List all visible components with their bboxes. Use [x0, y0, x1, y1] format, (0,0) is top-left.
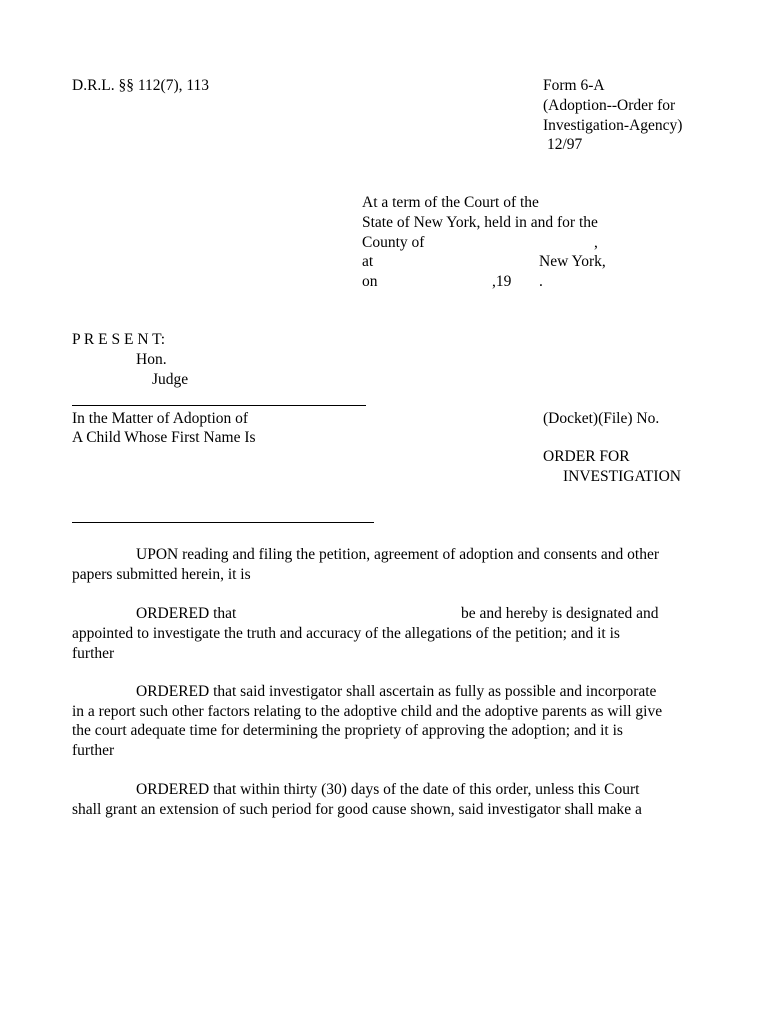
paragraph-upon-reading — [72, 545, 702, 584]
p3-line4: further — [72, 741, 115, 759]
docket-label: (Docket)(File) No. — [543, 410, 660, 427]
form-title-line1: (Adoption--Order for — [543, 97, 676, 114]
p4-line2: shall grant an extension of such period for good cause shown, said investigator shall make a — [72, 800, 642, 818]
on-label: on — [362, 273, 378, 290]
form-date: 12/97 — [547, 136, 583, 153]
date-period: . — [539, 273, 543, 290]
p3-line3: the court adequate time for determining the propriety of approving the adoption; and it is — [72, 722, 623, 739]
paragraph-ordered-ascertain — [72, 682, 702, 760]
hon-label: Hon. — [136, 351, 167, 368]
county-label: County of — [362, 234, 425, 251]
at-label: at — [362, 253, 374, 270]
present-label: P R E S E N T: — [72, 331, 166, 348]
judge-label: Judge — [152, 371, 189, 388]
p2-line2: appointed to investigate the truth and accuracy of the allegations of the petition; and it is — [72, 625, 620, 642]
matter-line2: A Child Whose First Name Is — [72, 429, 256, 446]
county-comma: , — [594, 234, 598, 251]
caption-top-rule — [72, 405, 366, 406]
order-title-line2: INVESTIGATION — [563, 468, 681, 485]
p3-line1: ORDERED that said investigator shall ascertain as fully as possible and incorporate — [136, 683, 657, 700]
p3-line2: in a report such other factors relating to the adoptive child and the adoptive parents as will give — [72, 702, 663, 720]
matter-line1: In the Matter of Adoption of — [72, 410, 249, 427]
caption-bottom-rule — [72, 522, 374, 523]
paragraph-ordered-thirty-days — [72, 780, 702, 819]
p2-end: be and hereby is designated and — [461, 605, 659, 622]
statute-reference: D.R.L. §§ 112(7), 113 — [72, 77, 210, 94]
form-number: Form 6-A — [543, 77, 605, 94]
order-title-line1: ORDER FOR — [543, 448, 630, 465]
p2-line3: further — [72, 644, 115, 662]
form-title-line2: Investigation-Agency) — [543, 117, 683, 134]
p2-start: ORDERED that — [136, 605, 237, 622]
p1-line2: papers submitted herein, it is — [72, 565, 251, 583]
paragraph-ordered-appointed — [72, 624, 702, 663]
p1-line1: UPON reading and filing the petition, agreement of adoption and consents and other — [136, 546, 659, 563]
year-prefix: ,19 — [492, 273, 512, 290]
p4-line1: ORDERED that within thirty (30) days of the date of this order, unless this Court — [136, 781, 640, 798]
state-label: New York, — [539, 253, 606, 270]
court-term-line1: At a term of the Court of the — [362, 194, 539, 211]
court-term-line2: State of New York, held in and for the — [362, 214, 598, 231]
